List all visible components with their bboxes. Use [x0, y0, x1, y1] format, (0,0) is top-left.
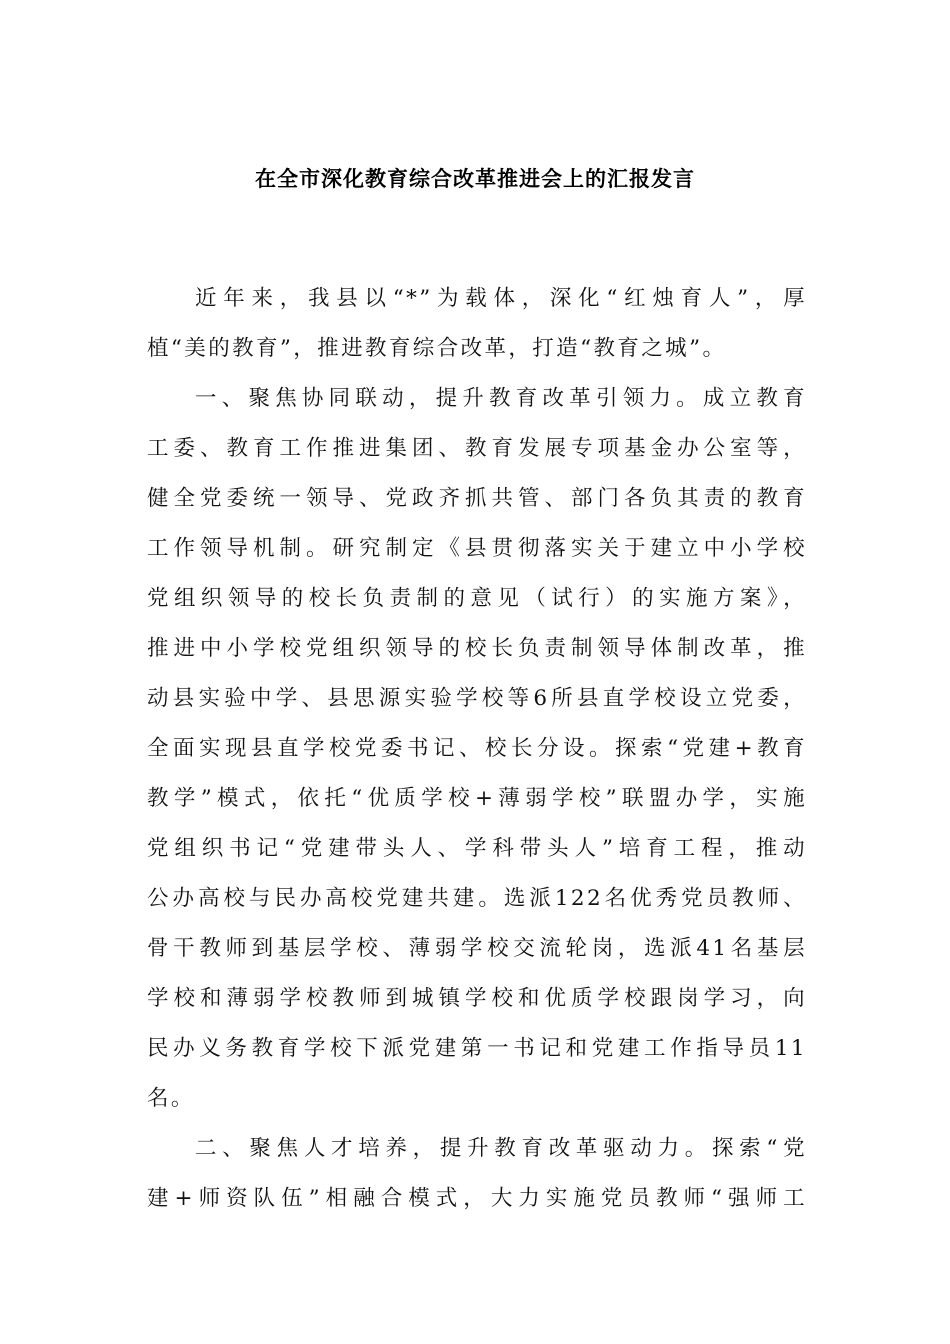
text-line: 骨干教师到基层学校、薄弱学校交流轮岗，选派41名基层 [147, 936, 807, 961]
text-line: 学校和薄弱学校教师到城镇学校和优质学校跟岗学习，向 [147, 986, 807, 1011]
text-line: 近年来，我县以“*”为载体，深化“红烛育人”，厚 [195, 286, 807, 311]
text-line: 全面实现县直学校党委书记、校长分设。探索“党建+教育 [147, 736, 807, 761]
text-line: 党组织书记“党建带头人、学科带头人”培育工程，推动 [147, 836, 807, 861]
text-line: 一、聚焦协同联动，提升教育改革引领力。成立教育 [195, 386, 807, 411]
text-line: 植“美的教育”，推进教育综合改革，打造“教育之城”。 [147, 336, 727, 361]
paragraph-section-two [147, 1124, 807, 1224]
text-line: 工作领导机制。研究制定《县贯彻落实关于建立中小学校 [147, 536, 807, 561]
text-line: 健全党委统一领导、党政齐抓共管、部门各负其责的教育 [147, 486, 807, 511]
text-line: 工委、教育工作推进集团、教育发展专项基金办公室等， [147, 436, 807, 461]
text-line: 名。 [147, 1086, 195, 1111]
text-line: 公办高校与民办高校党建共建。选派122名优秀党员教师、 [147, 886, 807, 911]
paragraph-section-one [147, 374, 807, 1124]
text-line: 建+师资队伍”相融合模式，大力实施党员教师“强师工 [147, 1186, 807, 1211]
text-line: 民办义务教育学校下派党建第一书记和党建工作指导员11 [147, 1036, 807, 1061]
text-line: 党组织领导的校长负责制的意见（试行）的实施方案》， [147, 586, 807, 611]
text-line: 动县实验中学、县思源实验学校等6所县直学校设立党委， [147, 686, 807, 711]
text-line: 推进中小学校党组织领导的校长负责制领导体制改革，推 [147, 636, 807, 661]
paragraph-intro [147, 274, 807, 374]
text-line: 教学”模式，依托“优质学校+薄弱学校”联盟办学，实施 [147, 786, 807, 811]
document-title: 在全市深化教育综合改革推进会上的汇报发言 [255, 166, 695, 191]
document-body [147, 274, 807, 1224]
text-line: 二、聚焦人才培养，提升教育改革驱动力。探索“党 [195, 1136, 807, 1161]
